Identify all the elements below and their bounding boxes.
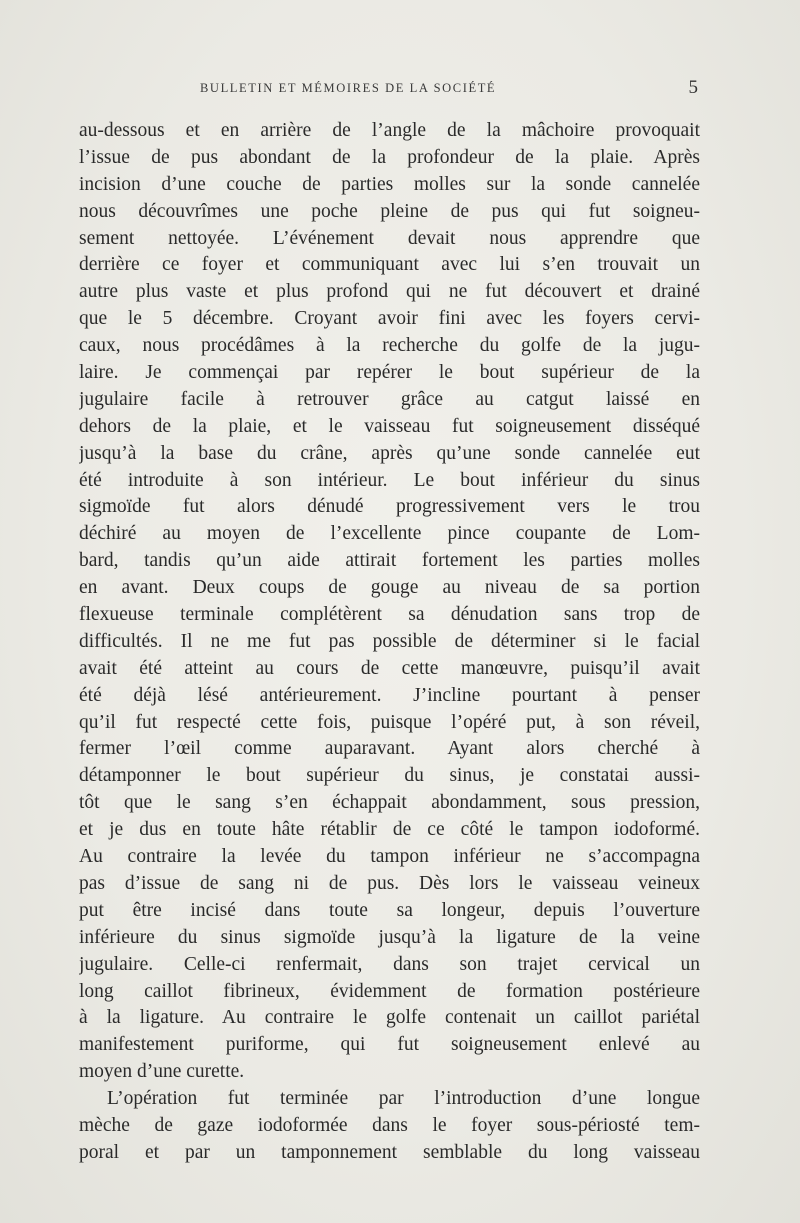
text-line: sement nettoyée. L’événement devait nous apprendre que	[79, 227, 700, 249]
text-line: en avant. Deux coups de gouge au niveau de sa portion	[79, 577, 700, 599]
text-line: sigmoïde fut alors dénudé progressivement vers le trou	[79, 496, 700, 518]
text-line: inférieure du sinus sigmoïde jusqu’à la ligature de la veine	[79, 926, 700, 948]
text-line: laire. Je commençai par repérer le bout supérieur de la	[79, 362, 700, 384]
text-line: l’issue de pus abondant de la profondeur de la plaie. Après	[79, 146, 700, 168]
text-line: mèche de gaze iodoformée dans le foyer sous-périosté tem-	[79, 1114, 700, 1136]
text-line: été déjà lésé antérieurement. J’incline pourtant à penser	[79, 684, 700, 706]
text-line: caux, nous procédâmes à la recherche du golfe de la jugu-	[79, 335, 700, 357]
text-line: L’opération fut terminée par l’introduction d’une longue	[107, 1088, 700, 1110]
text-line: autre plus vaste et plus profond qui ne fut découvert et drainé	[79, 281, 700, 303]
text-line: incision d’une couche de parties molles sur la sonde cannelée	[79, 173, 700, 195]
text-line: qu’il fut respecté cette fois, puisque l’opéré put, à son réveil,	[79, 711, 700, 733]
text-line: flexueuse terminale complétèrent sa dénudation sans trop de	[79, 604, 700, 626]
text-line: au-dessous et en arrière de l’angle de la mâchoire provoquait	[79, 120, 700, 141]
text-line: été introduite à son intérieur. Le bout inférieur du sinus	[79, 469, 700, 491]
text-line: put être incisé dans toute sa longeur, depuis l’ouverture	[79, 899, 700, 921]
page-number: 5	[688, 77, 698, 98]
text-line: nous découvrîmes une poche pleine de pus qui fut soigneu-	[79, 200, 700, 222]
text-line: pas d’issue de sang ni de pus. Dès lors le vaisseau veineux	[79, 872, 700, 894]
text-line: difficultés. Il ne me fut pas possible de déterminer si le facial	[79, 630, 700, 652]
text-line: poral et par un tamponnement semblable du long vaisseau	[79, 1141, 700, 1163]
text-line: dehors de la plaie, et le vaisseau fut soigneusement disséqué	[79, 415, 700, 437]
text-line: bard, tandis qu’un aide attirait fortement les parties molles	[79, 550, 700, 572]
text-line: jugulaire facile à retrouver grâce au catgut laissé en	[79, 388, 700, 410]
text-line: manifestement puriforme, qui fut soigneusement enlevé au	[79, 1034, 700, 1056]
text-line: tôt que le sang s’en échappait abondamment, sous pression,	[79, 792, 700, 814]
text-line: Au contraire la levée du tampon inférieur ne s’accompagna	[79, 846, 700, 868]
text-line: fermer l’œil comme auparavant. Ayant alors cherché à	[79, 738, 700, 760]
text-line: avait été atteint au cours de cette manœuvre, puisqu’il avait	[79, 657, 700, 679]
text-line: long caillot fibrineux, évidemment de formation postérieure	[79, 980, 700, 1002]
running-title: BULLETIN ET MÉMOIRES DE LA SOCIÉTÉ	[200, 81, 497, 95]
text-line: déchiré au moyen de l’excellente pince coupante de Lom-	[79, 523, 700, 545]
text-line: jusqu’à la base du crâne, après qu’une sonde cannelée eut	[79, 442, 700, 464]
running-head	[80, 77, 700, 99]
text-line: et je dus en toute hâte rétablir de ce côté le tampon iodoformé.	[79, 819, 700, 841]
text-line: détamponner le bout supérieur du sinus, je constatai aussi-	[79, 765, 700, 787]
text-line: jugulaire. Celle-ci renfermait, dans son trajet cervical un	[79, 953, 700, 975]
text-line: moyen d’une curette.	[79, 1061, 245, 1083]
text-line: que le 5 décembre. Croyant avoir fini avec les foyers cervi-	[79, 308, 700, 330]
text-line: à la ligature. Au contraire le golfe contenait un caillot pariétal	[79, 1007, 700, 1029]
text-line: derrière ce foyer et communiquant avec lui s’en trouvait un	[79, 254, 700, 276]
body-text	[79, 118, 700, 1167]
